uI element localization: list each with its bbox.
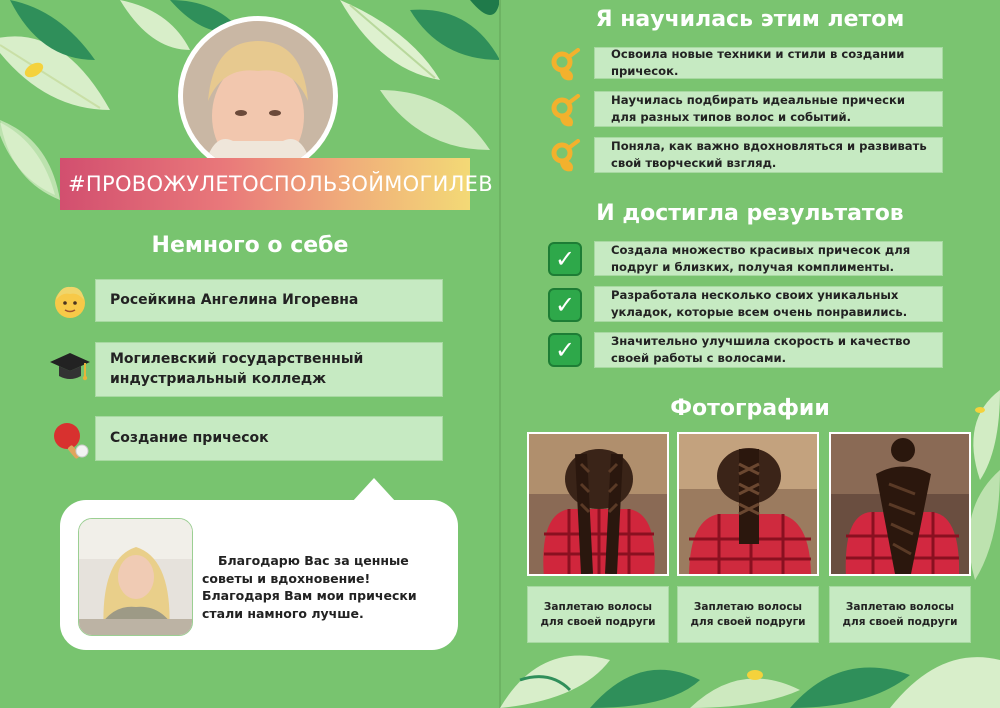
ok-hand-icon — [548, 47, 584, 83]
check-mark-icon: ✓ — [548, 288, 582, 322]
achieved-item: Значительно улучшила скорость и качество своей работы с волосами. — [594, 332, 943, 368]
photo-braid-3 — [829, 432, 971, 576]
photo-braid-1 — [527, 432, 669, 576]
graduation-cap-icon — [48, 345, 92, 389]
ok-hand-icon — [548, 93, 584, 129]
achieved-item: Разработала несколько своих уникальных укладок, которые всем очень понравились. — [594, 286, 943, 322]
learned-item: Поняла, как важно вдохновляться и развивать свой творческий взгляд. — [594, 137, 943, 173]
leaf-decoration-top-right — [320, 0, 500, 170]
check-mark-icon: ✓ — [548, 333, 582, 367]
learned-item: Научилась подбирать идеальные прически для разных типов волос и событий. — [594, 91, 943, 127]
photo-caption: Заплетаю волосы для своей подруги — [829, 586, 971, 643]
achieved-item: Создала множество красивых причесок для подруг и близких, получая комплименты. — [594, 241, 943, 276]
about-hobby: Создание причесок — [95, 416, 443, 461]
about-name: Росейкина Ангелина Игоревна — [95, 279, 443, 322]
photo-caption: Заплетаю волосы для своей подруги — [527, 586, 669, 643]
profile-photo — [183, 21, 333, 171]
quote-text: Благодарю Вас за ценные советы и вдохновение! Благодаря Вам мои прически стали намного лучше. — [202, 553, 417, 621]
person-icon — [48, 280, 92, 324]
photo-braid-2 — [677, 432, 819, 576]
photos-title: Фотографии — [670, 396, 830, 421]
mentor-photo — [78, 518, 193, 636]
about-title: Немного о себе — [151, 233, 349, 258]
learned-title: Я научилась этим летом — [595, 7, 905, 32]
ping-pong-icon — [48, 418, 92, 462]
profile-avatar — [178, 16, 338, 176]
check-mark-icon: ✓ — [548, 242, 582, 276]
about-college: Могилевский государственный индустриальный колледж — [95, 342, 443, 397]
page-fold — [499, 0, 501, 708]
learned-item: Освоила новые техники и стили в создании причесок. — [594, 47, 943, 79]
hashtag-banner: #ПРОВОЖУЛЕТОСПОЛЬЗОЙМОГИЛЕВ — [60, 158, 470, 210]
quote-bubble-tail — [352, 478, 396, 502]
photo-caption: Заплетаю волосы для своей подруги — [677, 586, 819, 643]
ok-hand-icon — [548, 138, 584, 174]
achieved-title: И достигла результатов — [596, 201, 904, 226]
